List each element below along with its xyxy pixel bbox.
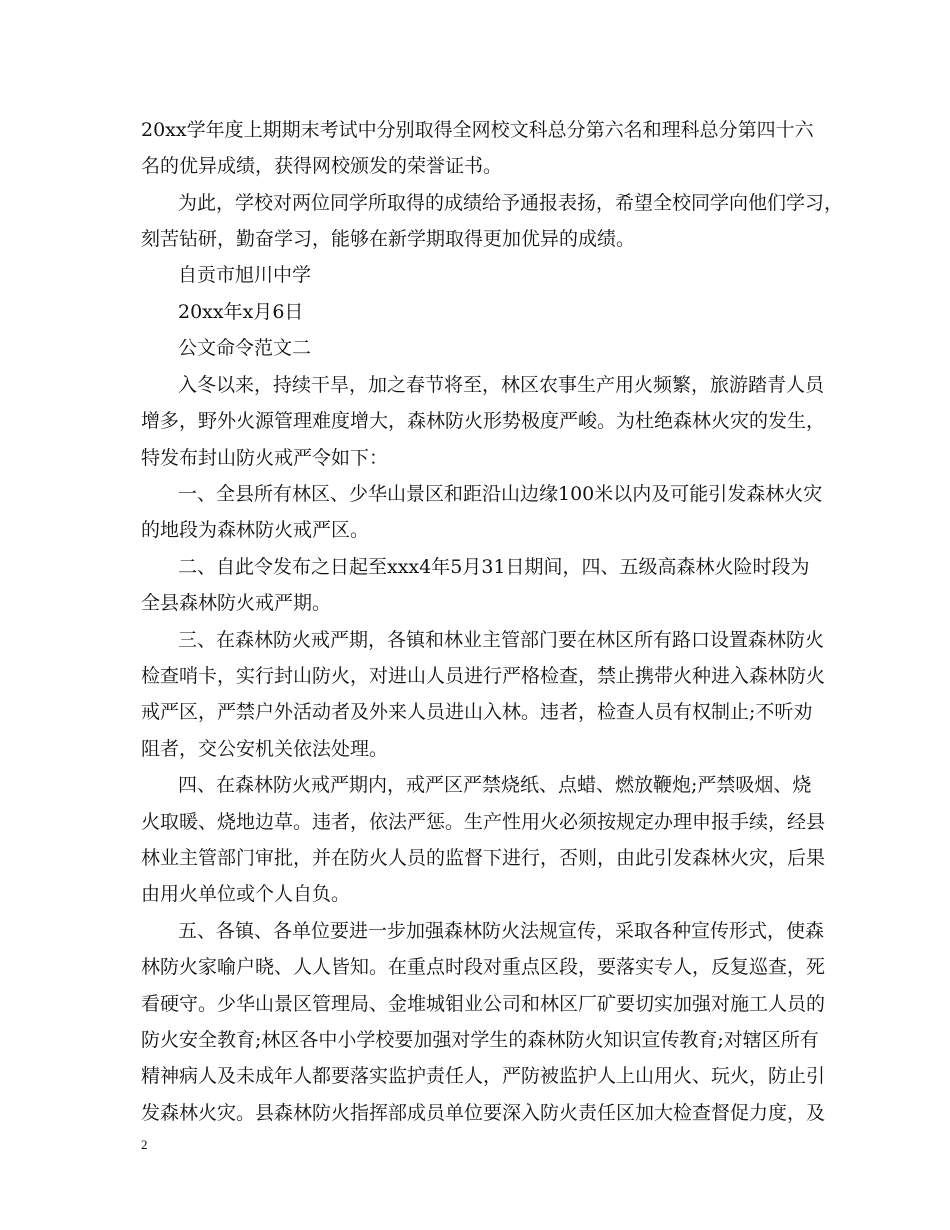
body-line: 戒严区，严禁户外活动者及外来人员进山入林。违者，检查人员有权制止;不听劝 (141, 701, 813, 723)
body-line: 检查哨卡，实行封山防火，对进山人员进行严格检查，禁止携带火种进入森林防火 (141, 665, 826, 687)
body-line: 20xx学年度上期期末考试中分别取得全网校文科总分第六名和理科总分第四十六 (141, 119, 814, 141)
body-line: 由用火单位或个人自负。 (141, 883, 351, 905)
body-line: 防火安全教育;林区各中小学校要加强对学生的森林防火知识宣传教育;对辖区所有 (141, 1029, 819, 1051)
body-line: 发森林火灾。县森林防火指挥部成员单位要深入防火责任区加大检查督促力度，及 (141, 1102, 826, 1124)
body-line: 的地段为森林防火戒严区。 (141, 519, 370, 541)
body-line: 精神病人及未成年人都要落实监护责任人，严防被监护人上山用火、玩火，防止引 (141, 1065, 826, 1087)
body-line: 全县森林防火戒严期。 (141, 592, 332, 614)
body-line: 特发布封山防火戒严令如下： (141, 447, 389, 469)
section-heading: 公文命令范文二 (178, 337, 312, 359)
body-line: 林业主管部门审批，并在防火人员的监督下进行，否则，由此引发森林火灾，后果 (141, 847, 826, 869)
body-line: 一、全县所有林区、少华山景区和距沿山边缘100米以内及可能引发森林火灾 (178, 483, 823, 505)
body-line: 刻苦钻研，勤奋学习，能够在新学期取得更加优异的成绩。 (141, 228, 636, 250)
body-line: 名的优异成绩，获得网校颁发的荣誉证书。 (141, 155, 503, 177)
body-line: 五、各镇、各单位要进一步加强森林防火法规宣传，采取各种宣传形式，使森 (178, 920, 825, 942)
body-line: 入冬以来，持续干旱，加之春节将至，林区农事生产用火频繁，旅游踏青人员 (178, 374, 825, 396)
body-line: 二、自此令发布之日起至xxx4年5月31日期间，四、五级高森林火险时段为 (178, 556, 810, 578)
page-number: 2 (141, 1137, 148, 1152)
body-line: 四、在森林防火戒严期内，戒严区严禁烧纸、点蜡、燃放鞭炮;严禁吸烟、烧 (178, 774, 812, 796)
body-line: 林防火家喻户晓、人人皆知。在重点时段对重点区段，要落实专人，反复巡查，死 (141, 956, 826, 978)
body-line: 增多，野外火源管理难度增大，森林防火形势极度严峻。为杜绝森林火灾的发生， (141, 410, 826, 432)
signature-date: 20xx年x月6日 (178, 301, 304, 323)
body-line: 阻者，交公安机关依法处理。 (141, 738, 389, 760)
body-line: 火取暖、烧地边草。违者，依法严惩。生产性用火必须按规定办理申报手续，经县 (141, 811, 826, 833)
school-signature: 自贡市旭川中学 (178, 264, 312, 286)
body-line: 为此，学校对两位同学所取得的成绩给予通报表扬，希望全校同学向他们学习， (178, 192, 844, 214)
body-line: 三、在森林防火戒严期，各镇和林业主管部门要在林区所有路口设置森林防火 (178, 629, 825, 651)
body-line: 看硬守。少华山景区管理局、金堆城钼业公司和林区厂矿要切实加强对施工人员的 (141, 993, 826, 1015)
